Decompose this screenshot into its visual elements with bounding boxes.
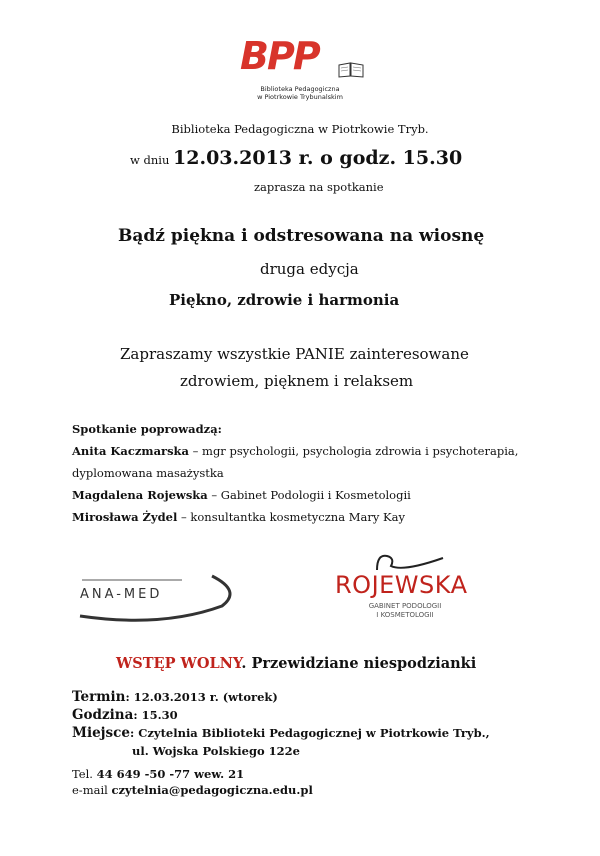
term-row: Termin: 12.03.2013 r. (wtorek) xyxy=(72,689,278,705)
host-item: Anita Kaczmarska – mgr psychologii, psychologia zdrowia i psychoterapia, xyxy=(72,444,519,458)
free-entry: WSTĘP WOLNY xyxy=(116,655,242,672)
hour-row: Godzina: 15.30 xyxy=(72,707,178,723)
event-subtitle: Piękno, zdrowie i harmonia xyxy=(169,291,400,309)
hosts-label: Spotkanie poprowadzą: xyxy=(72,422,222,436)
logo-mark: BPP xyxy=(240,34,319,78)
email-row: e-mail czytelnia@pedagogiczna.edu.pl xyxy=(72,783,313,797)
invitation-line-1: Zapraszamy wszystkie PANIE zainteresowane xyxy=(120,345,469,363)
anamed-logo: ANA-MED xyxy=(72,566,242,626)
event-edition: druga edycja xyxy=(260,260,359,278)
event-details xyxy=(72,688,490,760)
place-row: Miejsce: Czytelnia Biblioteki Pedagogicznej w Piotrkowie Tryb., xyxy=(72,725,490,741)
free-entry-line: WSTĘP WOLNY. Przewidziane niespodzianki xyxy=(116,655,477,672)
event-title: Bądź piękna i odstresowana na wiosnę xyxy=(118,226,485,246)
host-item: Mirosława Żydel – konsultantka kosmetyczna Mary Kay xyxy=(72,510,405,524)
hosts-section xyxy=(72,418,518,528)
book-icon xyxy=(338,62,364,78)
library-logo xyxy=(230,34,370,106)
invitation-line-2: zdrowiem, pięknem i relaksem xyxy=(180,372,414,390)
event-date-line xyxy=(130,147,462,169)
contact-info xyxy=(72,766,313,798)
library-name: Biblioteka Pedagogiczna w Piotrkowie Tryb. xyxy=(171,122,429,136)
event-date: 12.03.2013 r. o godz. 15.30 xyxy=(173,147,463,169)
rojewska-logo: ROJEWSKA GABINET PODOLOGII I KOSMETOLOGII xyxy=(335,550,465,630)
host-item: Magdalena Rojewska – Gabinet Podologii i Kosmetologii xyxy=(72,488,411,502)
phone-row: Tel. 44 649 -50 -77 wew. 21 xyxy=(72,767,245,781)
date-prefix: w dniu xyxy=(130,153,170,167)
logo-subtitle: Biblioteka Pedagogiczna w Piotrkowie Trybunalskim xyxy=(257,85,343,101)
host-item-continued: dyplomowana masażystka xyxy=(72,466,224,480)
email-link[interactable]: czytelnia@pedagogiczna.edu.pl xyxy=(111,783,313,797)
place-row-continued: ul. Wojska Polskiego 122e xyxy=(132,744,300,758)
invite-text: zaprasza na spotkanie xyxy=(254,180,384,194)
